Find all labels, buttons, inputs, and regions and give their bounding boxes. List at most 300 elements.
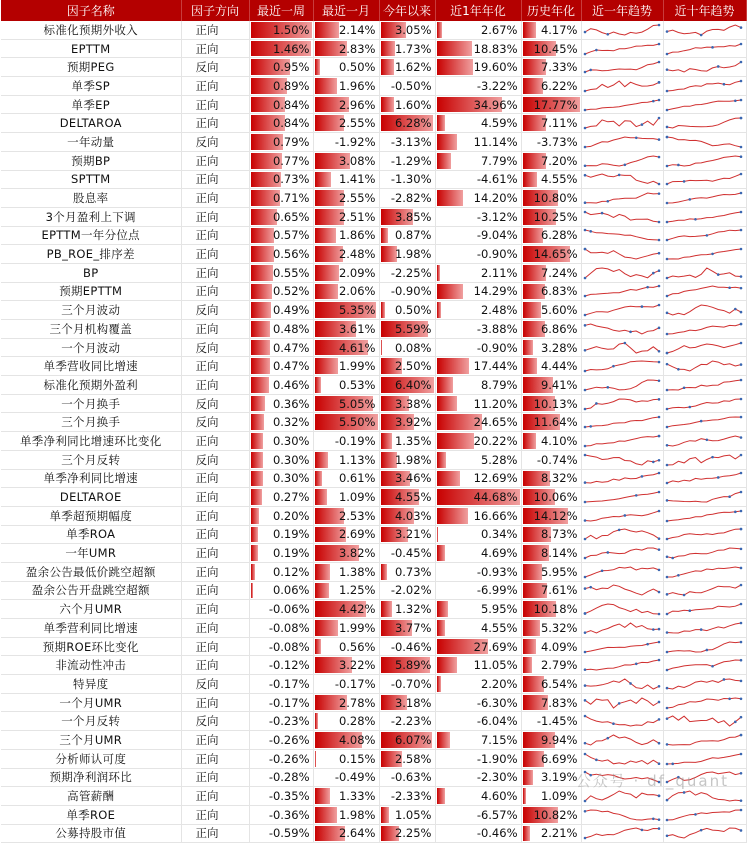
value-text: 3.22% <box>339 658 376 672</box>
value-text: 0.89% <box>273 79 310 93</box>
sparkline-marker <box>657 81 660 84</box>
value-text: 4.08% <box>339 733 376 747</box>
metric-cell <box>249 320 313 339</box>
metric-cell <box>313 357 379 376</box>
value-text: 6.40% <box>395 378 432 392</box>
sparkline-marker <box>657 591 660 594</box>
metric-cell <box>249 189 313 208</box>
metric-cell <box>249 544 313 563</box>
table-row <box>1 77 746 96</box>
table-row <box>1 114 746 133</box>
sparkline-marker <box>739 210 742 213</box>
sparkline <box>585 772 659 782</box>
value-text: 1.98% <box>395 247 432 261</box>
sparkline-marker <box>739 287 742 290</box>
value-bar <box>523 78 543 94</box>
metric-cell <box>249 712 313 731</box>
value-bar <box>251 246 274 262</box>
sparkline-marker <box>665 482 668 485</box>
sparkline <box>585 268 659 278</box>
value-text: 1.41% <box>339 172 376 186</box>
table-row <box>1 170 746 189</box>
sparkline-marker <box>665 575 668 578</box>
value-bar <box>523 788 527 804</box>
sparkline-marker <box>722 83 725 86</box>
value-bar <box>315 489 328 505</box>
trend-10y <box>663 376 746 395</box>
value-bar <box>315 78 338 94</box>
sparkline-marker <box>739 509 742 512</box>
sparkline-marker <box>739 341 742 344</box>
value-text: 6.83% <box>541 284 578 298</box>
sparkline-marker <box>739 155 742 158</box>
sparkline-marker <box>657 828 660 831</box>
trend-10y <box>663 282 746 301</box>
factor-direction: 正向 <box>181 768 249 787</box>
sparkline-marker <box>711 253 714 256</box>
metric-cell <box>313 805 379 824</box>
metric-cell <box>435 544 521 563</box>
trend-10y <box>663 525 746 544</box>
table-row <box>1 338 746 357</box>
value-text: 19.60% <box>474 60 518 74</box>
sparkline-marker <box>671 557 674 560</box>
sparkline <box>585 529 659 539</box>
metric-cell <box>249 376 313 395</box>
sparkline-marker <box>694 218 697 221</box>
value-text: 10.45% <box>534 42 578 56</box>
table-row <box>1 207 746 226</box>
value-text: 17.77% <box>534 98 578 112</box>
value-text: -0.36% <box>269 808 310 822</box>
metric-cell <box>313 768 379 787</box>
value-text: 2.11% <box>481 266 518 280</box>
sparkline-marker <box>606 386 609 389</box>
sparkline <box>585 585 659 595</box>
table-row <box>1 824 746 843</box>
value-bar <box>251 340 270 356</box>
value-bar <box>437 433 475 449</box>
sparkline-marker <box>677 163 680 166</box>
value-bar <box>315 751 317 767</box>
sparkline <box>585 137 659 147</box>
sparkline-marker <box>583 71 586 74</box>
factor-performance-table <box>1 0 747 843</box>
metric-cell <box>379 133 435 152</box>
value-text: 1.33% <box>339 789 376 803</box>
sparkline-marker <box>665 52 668 55</box>
metric-cell <box>435 263 521 282</box>
metric-cell <box>379 581 435 600</box>
factor-name: 一年UMR <box>1 544 181 563</box>
metric-cell <box>249 394 313 413</box>
sparkline-marker <box>583 276 586 279</box>
value-text: 0.77% <box>273 154 310 168</box>
table-row <box>1 320 746 339</box>
sparkline <box>667 417 741 427</box>
factor-name: 单季ROE <box>1 805 181 824</box>
trend-10y <box>663 413 746 432</box>
sparkline-marker <box>583 146 586 149</box>
factor-direction: 反向 <box>181 301 249 320</box>
sparkline-marker <box>583 174 586 177</box>
sparkline <box>667 118 741 128</box>
sparkline-marker <box>646 642 649 645</box>
value-text: 11.64% <box>534 415 578 429</box>
factor-name: 三个月机构覆盖 <box>1 320 181 339</box>
value-text: 27.69% <box>474 640 518 654</box>
value-text: 5.05% <box>339 397 376 411</box>
trend-1y <box>581 133 663 152</box>
metric-cell <box>379 413 435 432</box>
sparkline-marker <box>583 684 586 687</box>
sparkline-marker <box>583 52 586 55</box>
value-text: 5.89% <box>395 658 432 672</box>
factor-name: DELTAROE <box>1 488 181 507</box>
trend-10y <box>663 581 746 600</box>
trend-1y <box>581 544 663 563</box>
metric-cell <box>379 95 435 114</box>
sparkline-marker <box>600 569 603 572</box>
metric-cell <box>313 394 379 413</box>
value-bar <box>251 377 270 393</box>
sparkline-marker <box>583 295 586 298</box>
metric-cell <box>521 39 581 58</box>
sparkline-marker <box>583 389 586 392</box>
metric-cell <box>313 525 379 544</box>
sparkline <box>585 735 659 745</box>
metric-cell <box>435 95 521 114</box>
sparkline-marker <box>739 146 742 149</box>
metric-cell <box>313 39 379 58</box>
sparkline-marker <box>583 314 586 317</box>
trend-1y <box>581 114 663 133</box>
value-text: 7.15% <box>481 733 518 747</box>
sparkline-marker <box>739 622 742 625</box>
value-bar <box>315 284 339 300</box>
metric-cell <box>521 675 581 694</box>
value-text: 5.32% <box>541 621 578 635</box>
value-bar <box>437 471 461 487</box>
metric-cell <box>313 675 379 694</box>
factor-direction: 正向 <box>181 432 249 451</box>
trend-1y <box>581 600 663 619</box>
sparkline-marker <box>665 463 668 466</box>
metric-cell <box>521 357 581 376</box>
metric-cell <box>521 320 581 339</box>
table-row <box>1 469 746 488</box>
metric-cell <box>521 805 581 824</box>
trend-1y <box>581 39 663 58</box>
metric-cell <box>521 469 581 488</box>
value-text: 1.25% <box>339 583 376 597</box>
sparkline-marker <box>589 230 592 233</box>
metric-cell <box>313 562 379 581</box>
factor-direction: 反向 <box>181 133 249 152</box>
metric-cell <box>521 432 581 451</box>
sparkline-marker <box>583 482 586 485</box>
factor-direction: 正向 <box>181 805 249 824</box>
sparkline <box>585 492 659 502</box>
value-text: 10.25% <box>534 210 578 224</box>
metric-cell <box>435 39 521 58</box>
value-text: 4.09% <box>541 640 578 654</box>
sparkline <box>667 100 741 110</box>
sparkline-marker <box>739 697 742 700</box>
table-row <box>1 506 746 525</box>
sparkline-marker <box>711 455 714 458</box>
value-text: 2.48% <box>481 303 518 317</box>
value-bar <box>315 377 321 393</box>
sparkline-marker <box>665 631 668 634</box>
table-row <box>1 133 746 152</box>
metric-cell <box>249 562 313 581</box>
value-bar <box>381 433 392 449</box>
factor-direction: 反向 <box>181 675 249 694</box>
sparkline <box>667 754 741 764</box>
metric-cell <box>435 787 521 806</box>
metric-cell <box>313 656 379 675</box>
value-text: -1.92% <box>335 135 376 149</box>
factor-name: PB_ROE_排序差 <box>1 245 181 264</box>
value-bar <box>523 770 533 786</box>
value-bar <box>437 190 463 206</box>
value-text: 10.13% <box>534 397 578 411</box>
sparkline-marker <box>734 721 737 724</box>
value-text: 3.46% <box>395 471 432 485</box>
sparkline-marker <box>739 808 742 811</box>
value-bar <box>437 358 470 374</box>
metric-cell <box>521 151 581 170</box>
trend-1y <box>581 450 663 469</box>
value-bar <box>523 228 543 244</box>
metric-cell <box>313 170 379 189</box>
value-text: 0.55% <box>273 266 310 280</box>
value-text: 0.71% <box>273 191 310 205</box>
sparkline-marker <box>665 781 668 784</box>
sparkline-marker <box>665 426 668 429</box>
metric-cell <box>379 525 435 544</box>
sparkline-marker <box>623 163 626 166</box>
metric-cell <box>435 301 521 320</box>
metric-cell <box>435 245 521 264</box>
value-text: 4.60% <box>481 789 518 803</box>
value-text: 0.56% <box>273 247 310 261</box>
value-bar <box>381 807 390 823</box>
value-bar <box>437 265 441 281</box>
sparkline-marker <box>583 669 586 672</box>
metric-cell <box>521 450 581 469</box>
value-bar <box>251 508 259 524</box>
value-text: -0.59% <box>269 826 310 840</box>
value-text: -0.12% <box>269 658 310 672</box>
metric-cell <box>521 600 581 619</box>
metric-cell <box>435 413 521 432</box>
sparkline-marker <box>739 548 742 551</box>
sparkline-marker <box>657 628 660 631</box>
factor-name: 单季ROA <box>1 525 181 544</box>
sparkline-marker <box>671 762 674 765</box>
sparkline-marker <box>583 715 586 718</box>
metric-cell <box>249 824 313 843</box>
sparkline-marker <box>606 551 609 554</box>
metric-cell <box>249 413 313 432</box>
metric-cell <box>435 675 521 694</box>
value-bar <box>437 508 468 524</box>
sparkline-marker <box>677 368 680 371</box>
trend-10y <box>663 226 746 245</box>
metric-cell <box>313 450 379 469</box>
trend-1y <box>581 488 663 507</box>
value-text: 0.84% <box>273 98 310 112</box>
value-bar <box>251 228 274 244</box>
sparkline-marker <box>734 510 737 513</box>
metric-cell <box>379 656 435 675</box>
value-text: -0.90% <box>477 247 518 261</box>
metric-cell <box>379 805 435 824</box>
metric-cell <box>379 693 435 712</box>
metric-cell <box>379 376 435 395</box>
metric-cell <box>313 133 379 152</box>
trend-1y <box>581 637 663 656</box>
sparkline-marker <box>583 538 586 541</box>
value-bar <box>315 172 331 188</box>
metric-cell <box>521 488 581 507</box>
table-row <box>1 39 746 58</box>
value-text: 8.79% <box>481 378 518 392</box>
metric-cell <box>435 394 521 413</box>
sparkline <box>667 642 741 652</box>
metric-cell <box>249 600 313 619</box>
sparkline-marker <box>652 99 655 102</box>
value-text: -0.90% <box>477 341 518 355</box>
metric-cell <box>521 376 581 395</box>
trend-10y <box>663 77 746 96</box>
metric-cell <box>435 77 521 96</box>
sparkline-marker <box>665 351 668 354</box>
metric-cell <box>313 824 379 843</box>
factor-direction: 正向 <box>181 357 249 376</box>
trend-1y <box>581 320 663 339</box>
sparkline-marker <box>665 818 668 821</box>
trend-10y <box>663 151 746 170</box>
sparkline <box>667 810 741 820</box>
sparkline <box>585 62 659 72</box>
value-text: 3.85% <box>395 210 432 224</box>
value-bar <box>437 134 458 150</box>
sparkline-marker <box>583 90 586 93</box>
metric-cell <box>435 506 521 525</box>
sparkline-marker <box>705 648 708 651</box>
sparkline-marker <box>657 239 660 242</box>
sparkline-marker <box>739 80 742 83</box>
metric-cell <box>313 619 379 638</box>
sparkline-marker <box>665 835 668 838</box>
table-row <box>1 376 746 395</box>
metric-cell <box>521 712 581 731</box>
metric-cell <box>435 749 521 768</box>
trend-1y <box>581 21 663 39</box>
metric-cell <box>521 824 581 843</box>
sparkline <box>667 212 741 222</box>
table-row <box>1 637 746 656</box>
metric-cell <box>379 170 435 189</box>
column-header: 最近一周 <box>249 0 313 21</box>
sparkline-marker <box>665 706 668 709</box>
trend-10y <box>663 450 746 469</box>
trend-10y <box>663 787 746 806</box>
value-text: -6.04% <box>477 714 518 728</box>
sparkline-marker <box>657 269 660 272</box>
trend-1y <box>581 263 663 282</box>
value-text: -0.17% <box>335 677 376 691</box>
value-text: -0.35% <box>269 789 310 803</box>
value-bar <box>437 452 447 468</box>
value-text: 5.50% <box>339 415 376 429</box>
trend-10y <box>663 656 746 675</box>
value-text: 4.10% <box>541 434 578 448</box>
value-text: 6.69% <box>541 752 578 766</box>
sparkline-marker <box>739 229 742 232</box>
value-text: 10.18% <box>534 602 578 616</box>
sparkline-marker <box>595 402 598 405</box>
sparkline-marker <box>657 183 660 186</box>
sparkline <box>667 305 741 315</box>
value-text: 1.38% <box>339 565 376 579</box>
trend-10y <box>663 133 746 152</box>
metric-cell <box>379 488 435 507</box>
sparkline-marker <box>589 586 592 589</box>
sparkline-marker <box>617 174 620 177</box>
value-text: 3.08% <box>339 154 376 168</box>
value-text: 2.96% <box>339 98 376 112</box>
value-text: 34.96% <box>474 98 518 112</box>
factor-direction: 正向 <box>181 749 249 768</box>
metric-cell <box>435 357 521 376</box>
sparkline-marker <box>652 460 655 463</box>
trend-1y <box>581 394 663 413</box>
trend-10y <box>663 675 746 694</box>
sparkline-marker <box>665 650 668 653</box>
metric-cell <box>521 619 581 638</box>
sparkline-marker <box>734 308 737 311</box>
metric-cell <box>435 581 521 600</box>
value-text: 0.61% <box>339 471 376 485</box>
trend-10y <box>663 394 746 413</box>
value-text: 0.46% <box>273 378 310 392</box>
metric-cell <box>521 21 581 39</box>
sparkline-marker <box>583 210 586 213</box>
trend-1y <box>581 151 663 170</box>
table-row <box>1 488 746 507</box>
table-row <box>1 731 746 750</box>
metric-cell <box>313 413 379 432</box>
metric-cell <box>521 637 581 656</box>
table-row <box>1 675 746 694</box>
sparkline <box>585 660 659 670</box>
value-bar <box>381 97 394 113</box>
value-text: 0.32% <box>273 415 310 429</box>
sparkline-marker <box>657 220 660 223</box>
value-text: 11.14% <box>474 135 518 149</box>
value-text: -1.30% <box>391 172 432 186</box>
value-bar <box>523 639 536 655</box>
factor-direction: 正向 <box>181 787 249 806</box>
sparkline-marker <box>583 31 586 34</box>
sparkline-marker <box>739 752 742 755</box>
value-bar <box>437 284 464 300</box>
value-text: 0.73% <box>395 565 432 579</box>
